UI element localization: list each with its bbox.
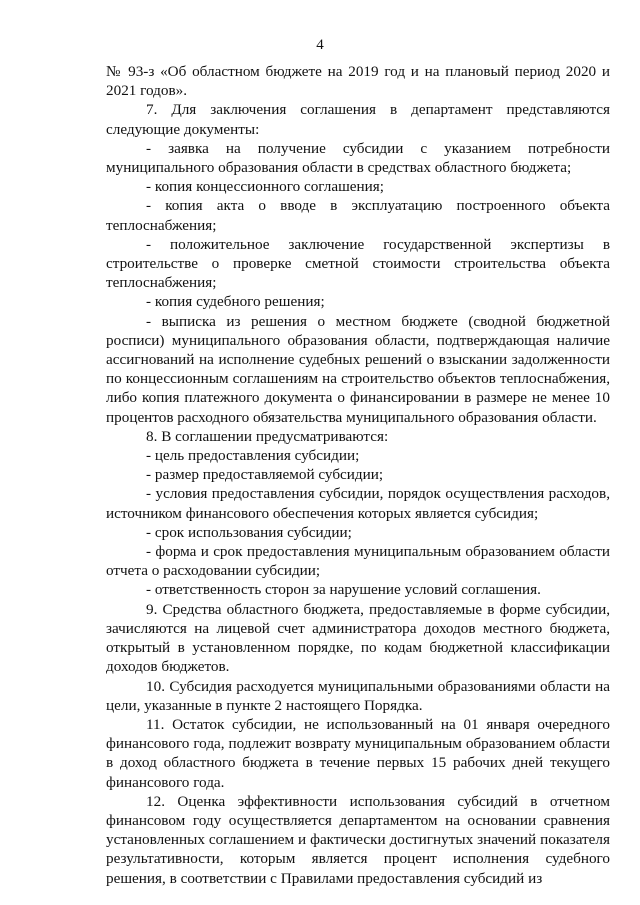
- page-number: 4: [316, 37, 324, 53]
- paragraph: - цель предоставления субсидии;: [146, 447, 360, 465]
- document-body: [106, 62, 610, 888]
- paragraph: 10. Субсидия расходуется муниципальными образованиями области на цели, указанные в пункте 2 настоящего Порядка.: [106, 677, 610, 714]
- paragraph: - срок использования субсидии;: [146, 523, 352, 541]
- paragraph: № 93-з «Об областном бюджете на 2019 год и на плановый период 2020 и 2021 годов».: [106, 63, 610, 100]
- paragraph: 9. Средства областного бюджета, предоставляемые в форме субсидии, зачисляются на лицевой счет администратора доходов местного бюджета, открытый в установленном порядке, по кодам бюджетной классификации доходов бюджетов.: [106, 600, 610, 676]
- paragraph: - копия судебного решения;: [146, 293, 325, 311]
- paragraph: - условия предоставления субсидии, порядок осуществления расходов, источником финансового обеспечения которых является субсидия;: [106, 485, 610, 522]
- paragraph: - копия акта о вводе в эксплуатацию построенного объекта теплоснабжения;: [106, 197, 610, 234]
- paragraph: - ответственность сторон за нарушение условий соглашения.: [146, 581, 541, 599]
- paragraph: - выписка из решения о местном бюджете (сводной бюджетной росписи) муниципального образования области, подтверждающая наличие ассигнований на исполнение судебных решений о взыскании задолженности по концессионным соглашениям на строительство объектов теплоснабжения, либо копия платежного документа о финансировании в размере не менее 10 процентов расходного обязательства муниципального образования области.: [106, 312, 610, 426]
- paragraph: - заявка на получение субсидии с указанием потребности муниципального образования области в средствах областного бюджета;: [106, 139, 610, 177]
- paragraph: 7. Для заключения соглашения в департамент представляются следующие документы:: [106, 101, 610, 138]
- paragraph: - копия концессионного соглашения;: [146, 178, 384, 196]
- paragraph: 12. Оценка эффективности использования субсидий в отчетном финансовом году осуществляется департаментом на основании сравнения установленных соглашением и фактически достигнутых значений показателя результативности, которым является процент исполнения судебного решения, в соответствии с Правилами предоставления субсидий из: [106, 792, 610, 887]
- paragraph: - размер предоставляемой субсидии;: [146, 466, 384, 484]
- paragraph: - форма и срок предоставления муниципальным образованием области отчета о расходовании субсидии;: [106, 543, 610, 580]
- paragraph: 8. В соглашении предусматриваются:: [146, 427, 389, 445]
- paragraph: - положительное заключение государственной экспертизы в строительстве о проверке сметной стоимости строительства объекта теплоснабжения;: [106, 235, 610, 292]
- paragraph: 11. Остаток субсидии, не использованный на 01 января очередного финансового года, подлежит возврату муниципальным образованием области в доход областного бюджета в течение первых 15 рабочих дней текущего финансового года.: [106, 715, 610, 791]
